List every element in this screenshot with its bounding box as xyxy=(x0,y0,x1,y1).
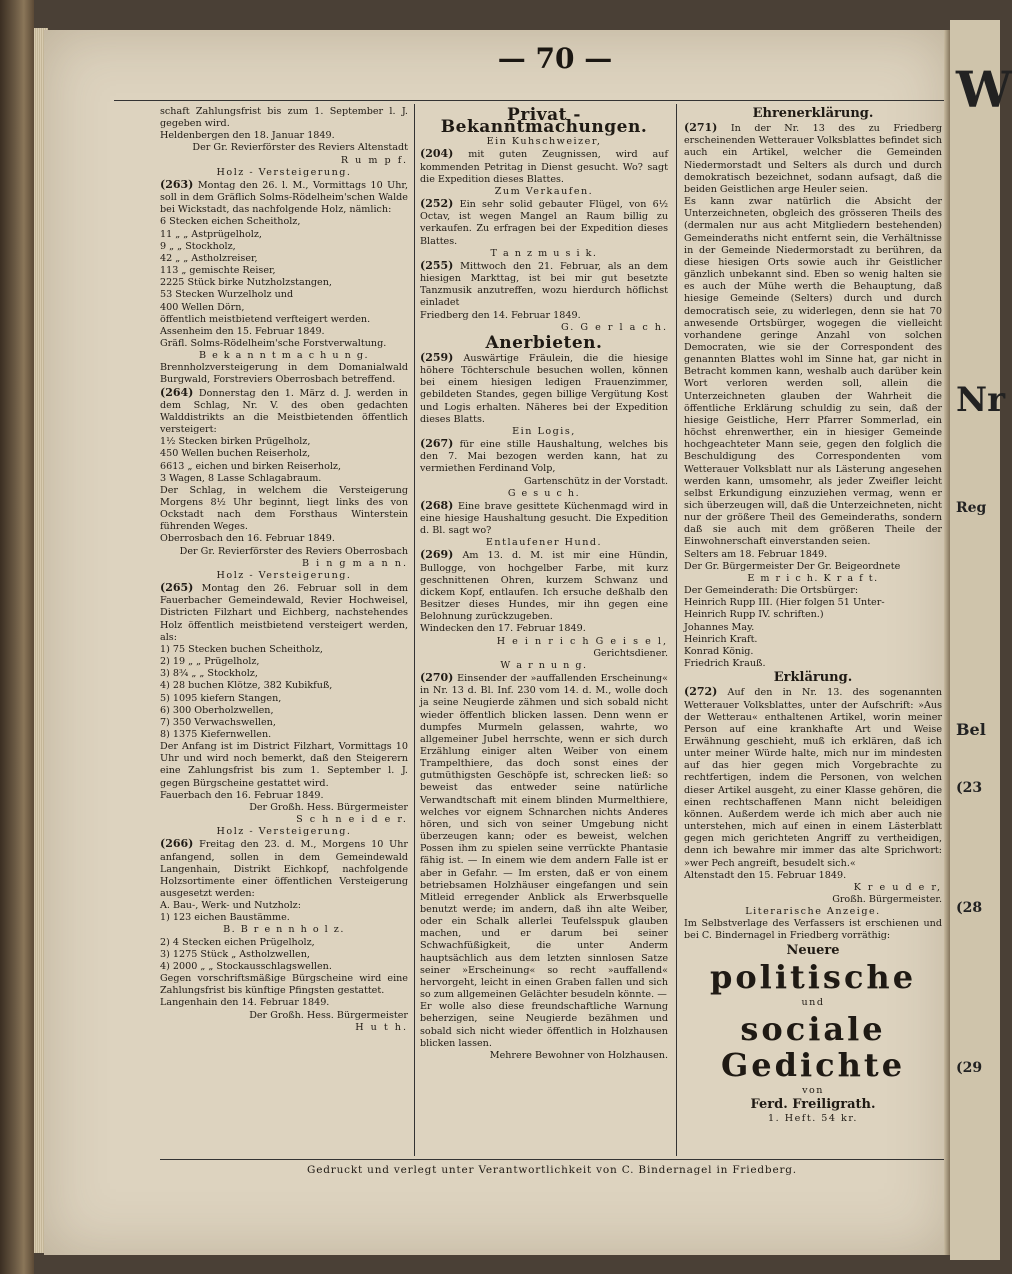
notice-text: Montag den 26. l. M., Vormittags 10 Uhr, soll in dem Gräflich Solms-Rödelheim'schen Walde bei Wickstadt, das nachfolgende Holz, nämlich: xyxy=(160,179,408,216)
text-line: B i n g m a n n. xyxy=(301,557,408,569)
text-line: sociale Gedichte xyxy=(720,1009,906,1084)
text-line: 53 Stecken Wurzelholz und xyxy=(160,289,294,301)
text-line: 1) 123 eichen Baustämme. xyxy=(160,912,290,924)
notice-number: (272) xyxy=(684,685,718,699)
text-line: Heldenbergen den 18. Januar 1849. xyxy=(160,130,335,142)
advertisement-paragraph xyxy=(160,179,408,216)
text-line: 113 „ gemischte Reiser, xyxy=(160,265,276,277)
advertisement-paragraph xyxy=(160,582,408,644)
notice-text: für eine stille Haushaltung, welches bis den 7. Mai bezogen werden kann, hat zu vermiethen Ferdinand Volp, xyxy=(420,439,668,475)
advertisement-paragraph xyxy=(420,198,668,248)
notice-text: Ein sehr solid gebauter Flügel, von 6½ Octav, ist wegen Mangel an Raum billig zu verkaufen. Zu erfragen bei der Expedition dieses Blattes. xyxy=(420,199,668,247)
advertisement-paragraph xyxy=(420,672,668,1001)
text-line: Anerbieten. xyxy=(485,332,603,353)
text-line: B. B r e n n h o l z. xyxy=(223,924,345,936)
next-page-fragment: Nr xyxy=(956,380,1005,420)
text-line: Der Gemeinderath: Die Ortsbürger: xyxy=(684,585,859,597)
advertisement-paragraph xyxy=(420,438,668,475)
text-line: Friedrich Krauß. xyxy=(684,658,766,670)
notice-text: Eine brave gesittete Küchenmagd wird in eine hiesige Haushaltung gesucht. Die Expedition d. Bl. sagt wo? xyxy=(420,500,668,537)
text-line: Er wolle also diese freundschaftliche Warnung beherzigen, seine Neugierde bezähmen und sobald sich nicht wieder öffentlich in Holzhausen blicken lassen. xyxy=(420,1001,668,1049)
advertisement-paragraph xyxy=(160,387,408,437)
text-line: 6) 300 Oberholzwellen, xyxy=(160,704,274,716)
text-line: 6 Stecken eichen Scheitholz, xyxy=(160,216,301,228)
text-line: Der Schlag, in welchem die Versteigerung Morgens 8½ Uhr beginnt, liegt links des von Ockstadt nach dem Forsthaus Winterstein führenden Weges. xyxy=(160,484,408,533)
text-line: 4) 2000 „ „ Stockausschlagswellen. xyxy=(160,960,332,972)
text-line: Entlaufener Hund. xyxy=(485,537,603,549)
text-line: Mehrere Bewohner von Holzhausen. xyxy=(489,1049,668,1061)
text-line: Gegen vorschriftsmäßige Bürgscheine wird eine Zahlungsfrist bis künftige Pfingsten gestattet. xyxy=(160,973,408,997)
text-line: Großh. Bürgermeister. xyxy=(832,894,942,905)
notice-number: (265) xyxy=(160,581,194,595)
text-line: Ein Kuhschweizer, xyxy=(486,136,602,148)
notice-text: Montag den 26. Februar soll in dem Fauerbacher Gemeindewald, Revier Hochweisel, Districten Filzhart und Eichberg, nachstehendes Holz öffentlich meistbietend versteigert werden, als: xyxy=(160,583,408,643)
text-line: 8) 1375 Kiefernwellen. xyxy=(160,728,272,740)
advertisement-paragraph xyxy=(420,260,668,310)
advertisement-paragraph xyxy=(420,549,668,623)
text-line: politische xyxy=(709,957,917,996)
text-line: Oberrosbach den 16. Februar 1849. xyxy=(160,533,335,545)
text-line: 6613 „ eichen und birken Reiserholz, xyxy=(160,460,342,472)
text-line: 9 „ „ Stockholz, xyxy=(160,240,236,252)
text-line: 4) 28 buchen Klötze, 382 Kubikfuß, xyxy=(160,680,333,692)
text-line: G. G e r l a c h. xyxy=(560,321,668,333)
next-page-fragment: (28 xyxy=(956,900,983,916)
notice-number: (267) xyxy=(420,437,454,451)
next-page-fragment: Reg xyxy=(956,500,987,516)
advertisement-paragraph xyxy=(684,122,942,196)
advertisement-paragraph xyxy=(420,148,668,185)
advertisement-paragraph xyxy=(684,686,942,869)
text-line: 1½ Stecken birken Prügelholz, xyxy=(160,436,311,448)
text-line: 2225 Stück birke Nutzholzstangen, xyxy=(160,277,332,289)
text-line: Der Gr. Bürgermeister Der Gr. Beigeordnete xyxy=(684,560,901,572)
text-line: Gerichtsdiener. xyxy=(593,647,668,659)
text-line: 450 Wellen buchen Reiserholz, xyxy=(160,448,311,460)
text-line: Literarische Anzeige. xyxy=(745,906,881,918)
notice-text: Einsender der »auffallenden Erscheinung« in Nr. 13 d. Bl. Inf. 230 vom 14. d. M., wolle doch ja seine Neugierde zähmen und sich sobald nicht wieder öffentlich blicken lassen. Denn wenn er dumpfes Murmeln gelassen, wahrte, wo allgemeiner Jubel herrschte, wenn er sich durch Erzählung einiger alten Weiber von einem Trampelthiere, das doch sonst eines der gutmüthigsten Geschöpfe ist, schrecken ließ: so beweist das entweder seine natürliche Verwandtschaft mit einem blinden Murmelthiere, welches vor eignem Schnarchen nichts Anderes hören, und sich von seiner Umgebung nicht überzeugen kann; oder es beweist, welchen Possen ihm zu spielen seine verrückte Phantasie fähig ist. — In einem wie dem andern Falle ist er aber in Gefahr. — Im ersten, daß er von einem betriebsamen Holzhäuser eingefangen und sein Mitleid erregender Anblick als Erwerbsquelle benutzt werde; im andern, daß ihn alte Weiber, oder ein Schalk allerlei Teufelsspuk glauben machen, und er darum bei seiner Schwachfüßigkeit, die unter Anderm hauptsächlich aus dem letzten sinnlosen Satze seiner »Erscheinung« so recht »auffallend« hervorgeht, leicht in einen Graben fallen und sich so zum allgemeinen Gelächter besudeln könnte. — xyxy=(420,673,668,1001)
notice-text: Donnerstag den 1. März d. J. werden in dem Schlag, Nr. V. des oben gedachten Walddistrikts an die Meistbietenden öffentlich versteigert: xyxy=(160,387,408,436)
text-line: Der Gr. Revierförster des Reviers Oberrosbach xyxy=(179,545,408,557)
text-line: 400 Wellen Dörn, xyxy=(160,301,245,313)
text-line: schaft Zahlungsfrist bis zum 1. September l. J. gegeben wird. xyxy=(160,106,408,130)
header-rule xyxy=(114,100,944,101)
imprint: Gedruckt und verlegt unter Verantwortlichkeit von C. Bindernagel in Friedberg. xyxy=(307,1164,797,1176)
text-line: Ein Logis, xyxy=(512,425,576,437)
text-line: Gräfl. Solms-Rödelheim'sche Forstverwaltung. xyxy=(160,337,387,349)
notice-number: (271) xyxy=(684,121,718,135)
facing-page-fragment xyxy=(950,20,1012,1260)
column-3 xyxy=(684,106,942,1125)
notice-text: In der Nr. 13 des zu Friedberg erscheinenden Wetterauer Volksblattes befindet sich auch ein Artikel, welcher die Gemeinden Niedermorstadt und Selters als durch und durch demokratisch bezeichnet, sodann aufsagt, daß die beiden Geistlichen arge Heuler seien. xyxy=(684,123,942,195)
text-line: 7) 350 Verwachswellen, xyxy=(160,716,276,728)
text-line: Altenstadt den 15. Februar 1849. xyxy=(684,869,847,881)
text-line: Langenhain den 14. Februar 1849. xyxy=(160,997,330,1009)
advertisement-paragraph xyxy=(420,352,668,426)
text-line: 3) 1275 Stück „ Astholzwellen, xyxy=(160,948,310,960)
text-line: Im Selbstverlage des Verfassers ist erschienen und bei C. Bindernagel in Friedberg vorräthig: xyxy=(684,918,942,942)
text-line: Heinrich Kraft. xyxy=(684,633,758,645)
text-line: Johannes May. xyxy=(684,621,755,633)
book-spine xyxy=(0,0,34,1274)
text-line: S c h n e i d e r. xyxy=(296,814,408,826)
text-line: 5) 1095 kiefern Stangen, xyxy=(160,692,282,704)
text-line: A. Bau-, Werk- und Nutzholz: xyxy=(160,900,301,912)
notice-number: (263) xyxy=(160,177,194,191)
text-line: Selters am 18. Februar 1849. xyxy=(684,548,828,560)
advertisement-paragraph xyxy=(420,500,668,537)
advertisement-paragraph xyxy=(160,838,408,900)
text-line: Der Anfang ist im District Filzhart, Vormittags 10 Uhr und wird noch bemerkt, daß den Steigerern eine Zahlungsfrist bis zum 1. September l. J. gegen Bürgscheine gestattet wird. xyxy=(160,741,408,789)
notice-text: Mittwoch den 21. Februar, als an dem hiesigen Markttag, ist bei mir gut besetzte Tanzmusik anzutreffen, wozu hierdurch höflichst einladet xyxy=(420,260,668,309)
text-line: B e k a n n t m a c h u n g. xyxy=(198,350,370,362)
text-line: Holz - Versteigerung. xyxy=(216,826,352,838)
text-line: 3) 8¾ „ „ Stockholz, xyxy=(160,668,258,680)
text-line: Heinrich Rupp IV. schriften.) xyxy=(684,609,824,621)
text-line: Zum Verkaufen. xyxy=(494,185,594,197)
column-divider xyxy=(676,104,677,1156)
page-number: — 70 — xyxy=(497,42,613,75)
notice-number: (264) xyxy=(160,385,194,399)
text-line: R u m p f. xyxy=(340,154,408,166)
notice-number: (268) xyxy=(420,498,454,512)
next-page-fragment: W xyxy=(956,60,1012,119)
text-line: Der Großh. Hess. Bürgermeister xyxy=(249,801,408,813)
notice-text: mit guten Zeugnissen, wird auf kommenden Petritag in Dienst gesucht. Wo? sagt die Expedition dieses Blattes. xyxy=(420,149,668,185)
notice-text: Am 13. d. M. ist mir eine Hündin, Bullogge, von hochgelber Farbe, mit kurz geschnittenen Ohren, kurzem Schwanz und dickem Kopf, entlaufen. Ich ersuche deßhalb den Besitzer dieses Hundes, mir ihn gegen eine Belohnung zurückzugeben. xyxy=(420,550,668,623)
notice-number: (259) xyxy=(420,350,454,364)
notice-number: (270) xyxy=(420,671,454,685)
text-line: Erklärung. xyxy=(773,670,853,686)
text-line: T a n z m u s i k. xyxy=(490,247,598,259)
notice-number: (252) xyxy=(420,197,454,211)
column-divider xyxy=(414,104,415,1156)
text-line: Der Gr. Revierförster des Reviers Altenstadt xyxy=(192,142,408,154)
text-line: Holz - Versteigerung. xyxy=(216,569,352,581)
next-page-fragment: Bel xyxy=(956,720,986,739)
text-line: E m r i c h. K r a f t. xyxy=(747,572,879,584)
column-1 xyxy=(160,106,408,1034)
text-line: 2) 4 Stecken eichen Prügelholz, xyxy=(160,936,315,948)
text-line: Gartenschütz in der Vorstadt. xyxy=(524,475,668,487)
text-line: Fauerbach den 16. Februar 1849. xyxy=(160,789,324,801)
notice-number: (269) xyxy=(420,548,454,562)
text-line: Konrad König. xyxy=(684,645,754,657)
text-line: 1) 75 Stecken buchen Scheitholz, xyxy=(160,643,323,655)
text-line: K r e u d e r, xyxy=(853,881,942,893)
footer-rule xyxy=(160,1159,944,1160)
notice-number: (266) xyxy=(160,837,194,851)
next-page-fragment: (29 xyxy=(956,1060,983,1076)
text-line: Assenheim den 15. Februar 1849. xyxy=(160,325,325,337)
text-line: H e i n r i c h G e i s e l, xyxy=(496,635,668,647)
notice-number: (204) xyxy=(420,147,454,161)
text-line: 42 „ „ Astholzreiser, xyxy=(160,252,258,264)
text-line: öffentlich meistbietend verfteigert werden. xyxy=(160,313,371,325)
text-line: Heinrich Rupp III. (Hier folgen 51 Unter- xyxy=(684,597,885,609)
text-line: und xyxy=(801,996,825,1008)
notice-text: Freitag den 23. d. M., Morgens 10 Uhr anfangend, sollen in dem Gemeindewald Langenhain, Distrikt Eichkopf, nachfolgende Holzsortimente einer öffentlichen Versteigerung ausgesetzt werden: xyxy=(160,839,408,899)
column-2 xyxy=(420,106,668,1062)
text-line: 2) 19 „ „ Prügelholz, xyxy=(160,656,260,668)
text-line: W a r n u n g. xyxy=(500,659,588,671)
notice-text: Auswärtige Fräulein, die die hiesige höhere Töchterschule besuchen wollen, können bei einem hiesigen ledigen Frauenzimmer, gebildeten Standes, gegen billige Vergütung Kost und Logis erhalten. Näheres bei der Expedition dieses Blatts. xyxy=(420,352,668,425)
text-line: 1. Heft. 54 kr. xyxy=(768,1113,858,1125)
notice-text: Auf den in Nr. 13. des sogenannten Wetterauer Volksblattes, unter der Aufschrift: »Aus der Wetterau« enthaltenen Artikel, worin meiner Person auf eine krankhafte Art und Weise Erwähnung geschieht, muß ich erklären, daß ich unter meiner Würde halte, mich nur im mindesten auf das hier gegen mich Vorgebrachte zu rechtfertigen, indem die Personen, von welchen dieser Artikel ausgeht, zu einer Klasse gehören, die einen rechtschaffenen Mann nicht beleidigen können. Außerdem werde ich mich aber auch nie unterstehen, mich auf einen in einem Lästerblatt gegen mich gerichteten Angriff zu vertheidigen, denn ich bewahre mir immer das alte Sprichwort: »wer Pech angreift, besudelt sich.« xyxy=(684,687,942,869)
text-line: Der Großh. Hess. Bürgermeister xyxy=(249,1009,408,1021)
text-line: Neuere xyxy=(786,942,840,958)
section-heading: Privat - Bekanntmachungen. xyxy=(440,105,648,138)
text-line: von xyxy=(802,1084,824,1096)
text-line: Windecken den 17. Februar 1849. xyxy=(420,623,586,635)
notice-number: (255) xyxy=(420,258,454,272)
text-line: Brennholzversteigerung in dem Domanialwald Burgwald, Forstreviers Oberrosbach betreffend. xyxy=(160,362,408,386)
text-line: Holz - Versteigerung. xyxy=(216,166,352,178)
text-line: Es kann zwar natürlich die Absicht der Unterzeichneten, obgleich des grösseren Theils des (dermalen nur aus acht Mitgliedern bestehenden) Gemeinderaths nicht entfernt sein, die Verhältnisse in der Gemeinde Niedermorstadt zu berühren, da diese hiesigen Orts sowie auch ihr Geistlicher gänzlich unbekannt sind. Eben so wenig halten sie es auch der Mühe werth die Behauptung, daß hiesige Gemeinde (Selters) durch und durch democratisch seie, zu widerlegen, denn sie hat 70 anwesende Ortsbürger, wogegen die vielleicht vorhandene geringe Anzahl von solchen Democraten, wie sie der Correspondent des genannten Blattes wohl im Sinne hat, gar nicht in Betracht kommen kann, weshalb auch darüber kein Wort verloren werden soll, allein die Unterzeichneten glauben der Wahrheit die öffentliche Erklärung schuldig zu sein, daß der hiesige Geistliche, Herr Pfarrer Sommerlad, ein höchst ehrenwerther, ein in hiesiger Gemeinde hochgeachteter Mann seie, gegen den folglich die Beschuldigung des Correspondenten vom Wetterauer Volksblatt nur als Lästerung angesehen werden kann, umsomehr, als jeder Zweifler leicht selbst Erkundigung einzuziehen vermag, wenn er sich überzeugen will, daß die Unterzeichneten, nicht nur der größere Theil des Gemeinderaths, sondern daß sie auch mit dem größeren Theile der Einwohnerschaft einverstanden seien. xyxy=(684,196,942,548)
next-page-fragment: (23 xyxy=(956,780,983,796)
text-line: G e s u c h. xyxy=(507,487,581,499)
text-line: Ehrenerklärung. xyxy=(752,106,874,121)
text-line: Friedberg den 14. Februar 1849. xyxy=(420,309,581,321)
text-line: 3 Wagen, 8 Lasse Schlagabraum. xyxy=(160,472,322,484)
text-line: Ferd. Freiligrath. xyxy=(750,1097,876,1113)
text-line: H u t h. xyxy=(355,1021,408,1033)
text-line: 11 „ „ Astprügelholz, xyxy=(160,228,262,240)
